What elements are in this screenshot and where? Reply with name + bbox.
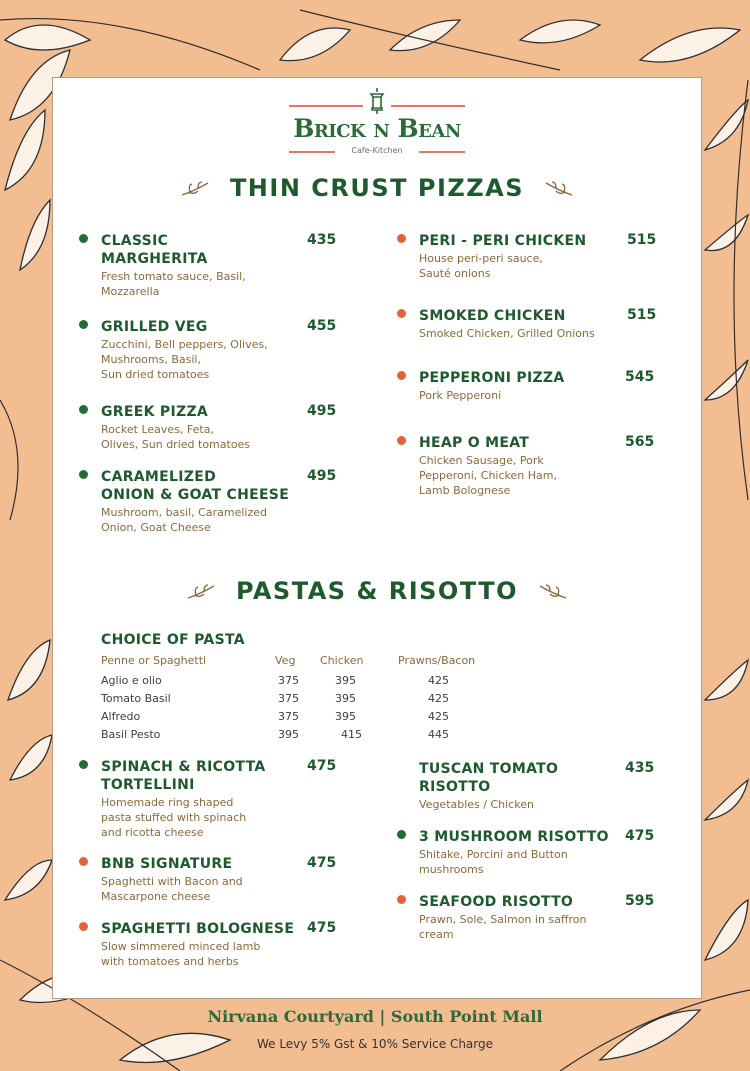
brand-subtitle: Cafe-Kitchen [351, 146, 403, 155]
item-price: 435 [307, 232, 337, 248]
section-title-pastas [53, 577, 701, 605]
pasta-table-col-veg: Veg [275, 654, 296, 667]
section-title-pizzas-text: THIN CRUST PIZZAS [229, 174, 525, 202]
footer-location: Nirvana Courtyard | South Point Mall [207, 1007, 543, 1026]
menu-item-smoked-chicken [419, 307, 659, 341]
item-price: 435 [625, 760, 655, 776]
item-price: 475 [307, 758, 337, 774]
pasta-row-name: Basil Pesto [101, 728, 161, 741]
veg-dot [79, 470, 88, 479]
menu-item-spaghetti-bolognese [101, 920, 341, 969]
item-price: 475 [307, 920, 337, 936]
veg-dot [79, 760, 88, 769]
item-name: PEPPERONI PIZZA [419, 370, 565, 386]
nonveg-dot [397, 309, 406, 318]
menu-item-peri-peri-chicken [419, 232, 659, 281]
pasta-row-veg: 375 [278, 692, 299, 705]
item-description: Rocket Leaves, Feta, Olives, Sun dried tomatoes [101, 423, 251, 451]
section-title-pastas-text: PASTAS & RISOTTO [235, 577, 519, 605]
item-description: Slow simmered minced lamb with tomatoes and herbs [101, 940, 261, 968]
item-description: Shitake, Porcini and Button mushrooms [419, 848, 568, 876]
pasta-table-col-prawns: Prawns/Bacon [398, 654, 476, 667]
item-description: Mushroom, basil, Caramelized Onion, Goat Cheese [101, 506, 267, 534]
brand-logo [289, 88, 465, 160]
item-description: Zucchini, Bell peppers, Olives, Mushrooms, Basil, Sun dried tomatoes [101, 338, 268, 381]
item-name: TUSCAN TOMATO RISOTTO [419, 761, 559, 795]
menu-item-seafood-risotto [419, 893, 659, 942]
lantern-icon [367, 88, 387, 114]
item-description: Smoked Chicken, Grilled Onions [419, 327, 595, 340]
veg-dot [79, 320, 88, 329]
menu-item-caramelized-onion [101, 468, 341, 535]
brand-name: Brick n Bean [293, 114, 461, 143]
item-name: SEAFOOD RISOTTO [419, 894, 574, 910]
pasta-row-prawns: 425 [428, 692, 449, 705]
item-description: Prawn, Sole, Salmon in saffron cream [419, 913, 587, 941]
item-name: SPINACH & RICOTTA TORTELLINI [101, 759, 266, 793]
sprig-left-icon [180, 181, 210, 197]
item-name: CARAMELIZED ONION & GOAT CHEESE [101, 469, 290, 503]
item-price: 475 [307, 855, 337, 871]
sprig-right-icon [544, 181, 574, 197]
menu-item-grilled-veg [101, 318, 341, 382]
pasta-row-chicken: 395 [335, 710, 356, 723]
item-price: 565 [625, 434, 655, 450]
menu-item-pepperoni-pizza [419, 369, 659, 403]
item-price: 495 [307, 403, 337, 419]
veg-dot [79, 234, 88, 243]
menu-item-bnb-signature [101, 855, 341, 904]
pasta-row-chicken: 395 [335, 674, 356, 687]
pasta-table-heading: CHOICE OF PASTA [101, 632, 245, 648]
item-name: 3 MUSHROOM RISOTTO [419, 829, 609, 845]
pasta-row-veg: 375 [278, 674, 299, 687]
footer-tax-note: We Levy 5% Gst & 10% Service Charge [256, 1037, 494, 1051]
menu-item-3-mushroom-risotto [419, 828, 659, 877]
item-price: 545 [625, 369, 655, 385]
item-name: SPAGHETTI BOLOGNESE [101, 921, 295, 937]
pasta-row-chicken: 415 [341, 728, 362, 741]
pasta-table-col-chicken: Chicken [320, 654, 364, 667]
item-description: Vegetables / Chicken [419, 798, 534, 811]
item-name: PERI - PERI CHICKEN [419, 233, 587, 249]
item-description: Pork Pepperoni [419, 389, 502, 402]
item-description: House peri-peri sauce, Sauté onions [419, 252, 543, 280]
section-title-pizzas [53, 174, 701, 202]
item-name: HEAP O MEAT [419, 435, 530, 451]
item-description: Homemade ring shaped pasta stuffed with spinach and ricotta cheese [101, 796, 247, 839]
pasta-row-prawns: 425 [428, 674, 449, 687]
veg-dot [397, 830, 406, 839]
menu-card [52, 77, 702, 999]
item-price: 475 [625, 828, 655, 844]
menu-item-spinach-ricotta-tortellini [101, 758, 341, 840]
pasta-row-chicken: 395 [335, 692, 356, 705]
item-description: Spaghetti with Bacon and Mascarpone cheese [101, 875, 243, 903]
item-name: SMOKED CHICKEN [419, 308, 566, 324]
pasta-row-veg: 375 [278, 710, 299, 723]
item-name: GREEK PIZZA [101, 404, 209, 420]
veg-dot [79, 405, 88, 414]
nonveg-dot [397, 234, 406, 243]
nonveg-dot [79, 857, 88, 866]
nonveg-dot [397, 371, 406, 380]
nonveg-dot [397, 895, 406, 904]
pasta-row-prawns: 425 [428, 710, 449, 723]
pasta-row-name: Alfredo [101, 710, 141, 723]
menu-item-classic-margherita [101, 232, 341, 299]
menu-item-greek-pizza [101, 403, 341, 452]
item-name: BNB SIGNATURE [101, 856, 233, 872]
pasta-table-col-pasta: Penne or Spaghetti [101, 654, 207, 667]
pasta-row-prawns: 445 [428, 728, 449, 741]
item-description: Fresh tomato sauce, Basil, Mozzarella [101, 270, 246, 298]
item-price: 515 [627, 232, 657, 248]
item-name: GRILLED VEG [101, 319, 208, 335]
pasta-row-name: Tomato Basil [101, 692, 171, 705]
nonveg-dot [397, 436, 406, 445]
nonveg-dot [79, 922, 88, 931]
item-price: 515 [627, 307, 657, 323]
menu-item-tuscan-tomato-risotto [419, 760, 659, 812]
pasta-row-name: Aglio e olio [101, 674, 162, 687]
item-price: 455 [307, 318, 337, 334]
menu-item-heap-o-meat [419, 434, 659, 498]
item-price: 595 [625, 893, 655, 909]
sprig-left-icon [186, 584, 216, 600]
item-name: CLASSIC MARGHERITA [101, 233, 208, 267]
item-description: Chicken Sausage, Pork Pepperoni, Chicken Ham, Lamb Bolognese [419, 454, 557, 497]
item-price: 495 [307, 468, 337, 484]
sprig-right-icon [538, 584, 568, 600]
pasta-row-veg: 395 [278, 728, 299, 741]
